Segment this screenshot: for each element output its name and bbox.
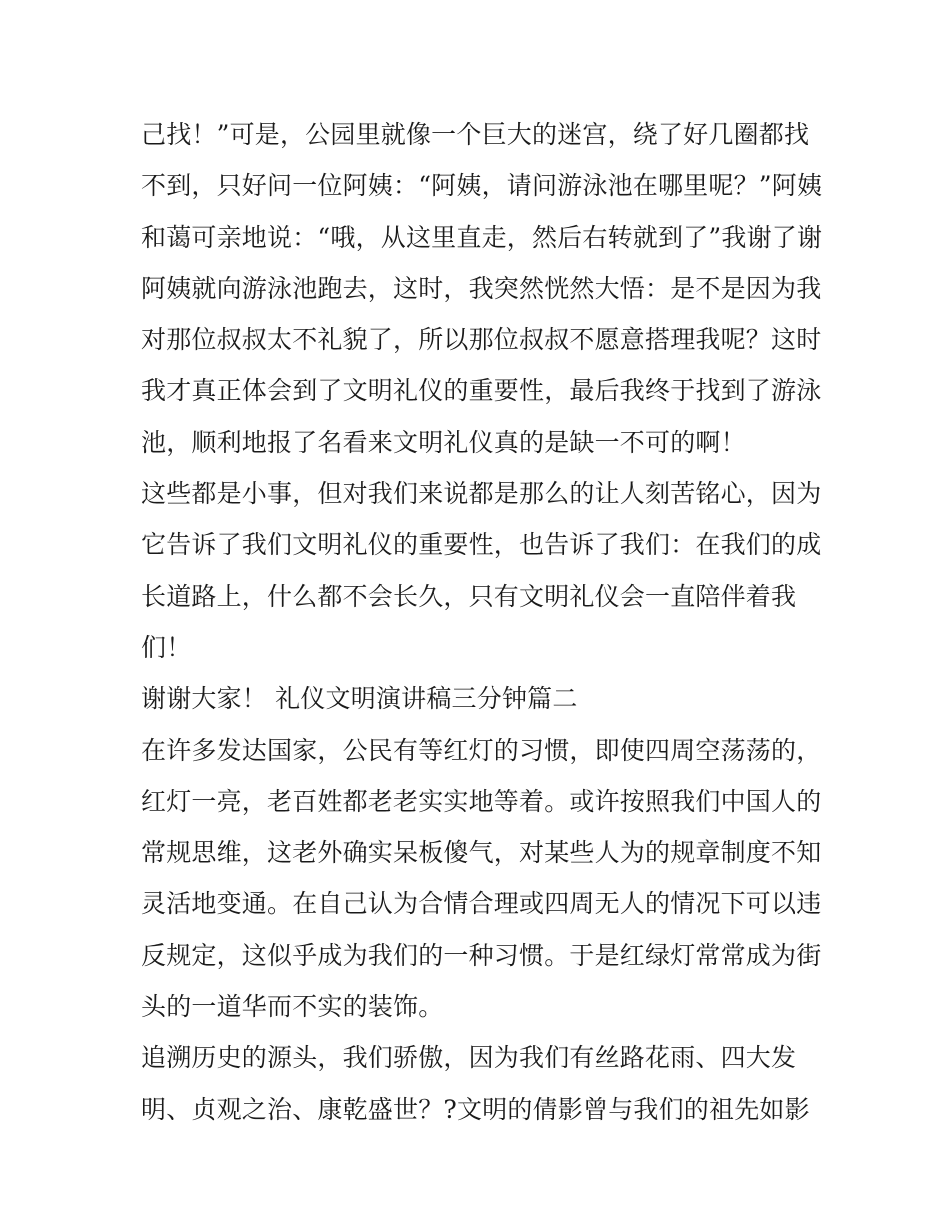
text-line: 常规思维，这老外确实呆板傻气，对某些人为的规章制度不知	[141, 838, 822, 868]
document-body	[141, 109, 821, 1135]
text-line: 和蔼可亲地说：“哦，从这里直走，然后右转就到了”我谢了谢	[141, 222, 823, 252]
text-line: 在许多发达国家，公民有等红灯的习惯，即使四周空荡荡的，	[141, 735, 822, 765]
text-line: 我才真正体会到了文明礼仪的重要性，最后我终于找到了游泳	[141, 376, 822, 406]
text-line: 它告诉了我们文明礼仪的重要性，也告诉了我们：在我们的成	[141, 530, 822, 560]
text-line: 灵活地变通。在自己认为合情合理或四周无人的情况下可以违	[141, 889, 822, 919]
text-line: 长道路上，什么都不会长久，只有文明礼仪会一直陪伴着我	[141, 581, 797, 611]
text-line: 这些都是小事，但对我们来说都是那么的让人刻苦铭心，因为	[141, 479, 822, 509]
text-line: 池，顺利地报了名看来文明礼仪真的是缺一不可的啊！	[141, 427, 746, 457]
text-line: 反规定，这似乎成为我们的一种习惯。于是红绿灯常常成为街	[141, 940, 822, 970]
text-line: 己找！”可是，公园里就像一个巨大的迷宫，绕了好几圈都找	[141, 120, 810, 149]
text-line: 们！	[141, 632, 192, 662]
section-heading: 谢谢大家！ 礼仪文明演讲稿三分钟篇二	[141, 684, 578, 714]
text-line: 头的一道华而不实的装饰。	[141, 992, 444, 1022]
text-line: 不到，只好问一位阿姨：“阿姨，请问游泳池在哪里呢？”阿姨	[141, 171, 823, 201]
text-line: 红灯一亮，老百姓都老老实实地等着。或许按照我们中国人的	[141, 786, 822, 816]
text-line: 明、贞观之治、康乾盛世？?文明的倩影曾与我们的祖先如影	[141, 1094, 810, 1124]
text-line: 阿姨就向游泳池跑去，这时，我突然恍然大悟：是不是因为我	[141, 273, 822, 303]
text-line: 追溯历史的源头，我们骄傲，因为我们有丝路花雨、四大发	[141, 1043, 797, 1073]
text-line: 对那位叔叔太不礼貌了，所以那位叔叔不愿意搭理我呢？这时	[141, 325, 822, 355]
